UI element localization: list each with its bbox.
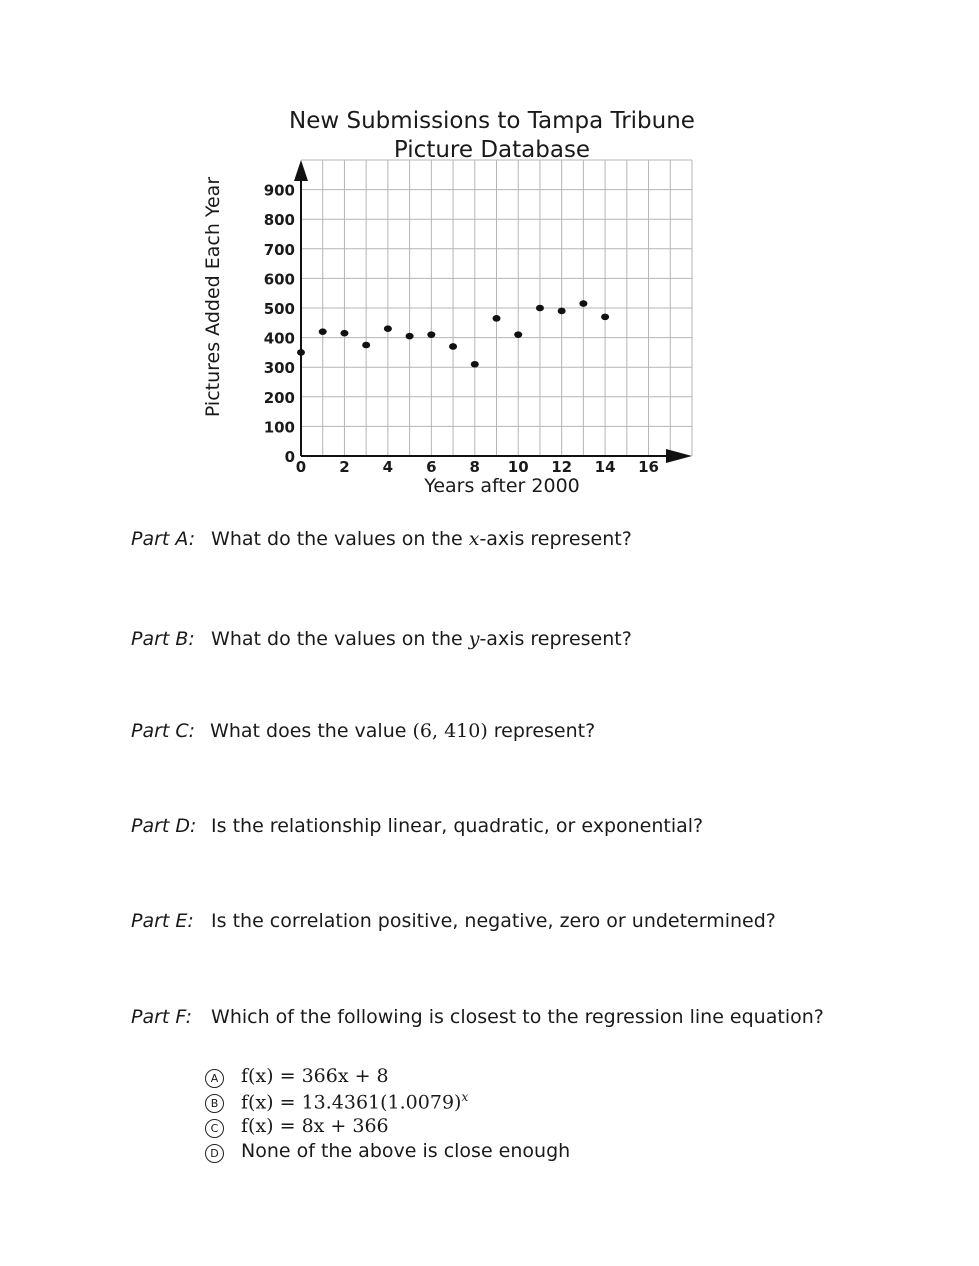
part-label: Part F: bbox=[131, 1006, 193, 1028]
x-tick-label: 6 bbox=[426, 458, 437, 476]
choice-b-text: f(x) = 13.4361(1.0079) bbox=[241, 1091, 462, 1114]
question-part-f bbox=[131, 1006, 824, 1028]
data-point bbox=[449, 343, 457, 350]
chart-grid bbox=[301, 160, 692, 456]
data-point bbox=[297, 349, 305, 356]
question-text: Is the relationship linear, quadratic, or exponential? bbox=[211, 815, 704, 837]
x-tick-labels bbox=[296, 458, 659, 476]
y-tick-label: 800 bbox=[263, 211, 295, 230]
question-part-d bbox=[131, 815, 703, 837]
x-tick-label: 14 bbox=[594, 458, 616, 476]
question-part-e bbox=[131, 910, 776, 932]
data-point bbox=[362, 342, 370, 349]
x-tick-label: 12 bbox=[551, 458, 573, 476]
question-text-end: -axis represent? bbox=[479, 528, 632, 550]
data-point bbox=[340, 330, 348, 337]
choice-d-bubble[interactable]: D bbox=[205, 1144, 224, 1163]
question-part-c bbox=[131, 720, 595, 742]
data-point bbox=[536, 305, 544, 312]
choice-a-bubble[interactable]: A bbox=[205, 1069, 224, 1088]
part-label: Part D: bbox=[131, 815, 197, 837]
y-tick-label: 0 bbox=[284, 448, 295, 466]
part-label: Part E: bbox=[131, 910, 194, 932]
question-text: Is the correlation positive, negative, zero or undetermined? bbox=[211, 910, 776, 932]
x-tick-label: 8 bbox=[469, 458, 480, 476]
y-tick-label: 200 bbox=[263, 388, 295, 407]
part-label: Part A: bbox=[131, 528, 196, 550]
data-point bbox=[579, 300, 587, 307]
y-tick-label: 900 bbox=[263, 181, 295, 200]
x-tick-label: 10 bbox=[507, 458, 529, 476]
y-tick-label: 300 bbox=[263, 359, 295, 378]
part-label: Part B: bbox=[131, 628, 195, 650]
question-text-end: represent? bbox=[487, 720, 596, 742]
x-tick-label: 4 bbox=[382, 458, 394, 476]
y-tick-label: 400 bbox=[263, 329, 295, 348]
chart-title-line-1: New Submissions to Tampa Tribune bbox=[289, 108, 695, 134]
question-part-b bbox=[131, 628, 632, 650]
choice-c-bubble[interactable]: C bbox=[205, 1119, 224, 1138]
chart-axes bbox=[294, 160, 692, 463]
choice-b-exponent: x bbox=[461, 1090, 469, 1104]
y-tick-label: 700 bbox=[263, 240, 295, 259]
y-axis-arrow-icon bbox=[294, 160, 308, 181]
choice-b-bubble[interactable]: B bbox=[205, 1094, 224, 1113]
choice-c-text: f(x) = 8x + 366 bbox=[241, 1115, 389, 1137]
variable: y bbox=[468, 628, 480, 650]
x-axis-label: Years after 2000 bbox=[424, 475, 580, 497]
x-tick-label: 2 bbox=[339, 458, 350, 476]
y-tick-label: 500 bbox=[263, 300, 295, 318]
x-axis-arrow-icon bbox=[666, 449, 692, 463]
x-tick-label: 0 bbox=[295, 458, 307, 476]
question-text: What does the value bbox=[210, 720, 413, 742]
scatter-chart bbox=[0, 0, 979, 510]
data-point bbox=[514, 331, 522, 338]
x-tick-label: 16 bbox=[638, 458, 659, 476]
question-text-end: -axis represent? bbox=[479, 628, 632, 650]
question-text: What do the values on the bbox=[211, 528, 469, 550]
point-value: (6, 410) bbox=[412, 720, 488, 742]
data-point bbox=[384, 325, 392, 332]
data-point bbox=[558, 308, 566, 315]
data-point bbox=[601, 314, 609, 321]
choice-b-text-wrap bbox=[241, 1090, 468, 1113]
data-point bbox=[406, 333, 414, 340]
data-point bbox=[471, 361, 479, 368]
y-tick-labels bbox=[264, 182, 295, 466]
choice-a-text: f(x) = 366x + 8 bbox=[241, 1065, 389, 1087]
part-label: Part C: bbox=[131, 720, 196, 742]
question-text: Which of the following is closest to the regression line equation? bbox=[211, 1006, 824, 1028]
y-axis-label: Pictures Added Each Year bbox=[202, 176, 224, 418]
question-part-a bbox=[131, 528, 632, 550]
data-point bbox=[427, 331, 435, 338]
data-point bbox=[493, 315, 501, 322]
variable: x bbox=[468, 528, 480, 550]
chart-title-line-2: Picture Database bbox=[393, 137, 591, 163]
y-tick-label: 600 bbox=[263, 270, 295, 289]
question-text: What do the values on the bbox=[211, 628, 469, 650]
choice-d-text: None of the above is close enough bbox=[241, 1140, 571, 1162]
data-point bbox=[319, 328, 327, 335]
y-tick-label: 100 bbox=[263, 418, 295, 437]
